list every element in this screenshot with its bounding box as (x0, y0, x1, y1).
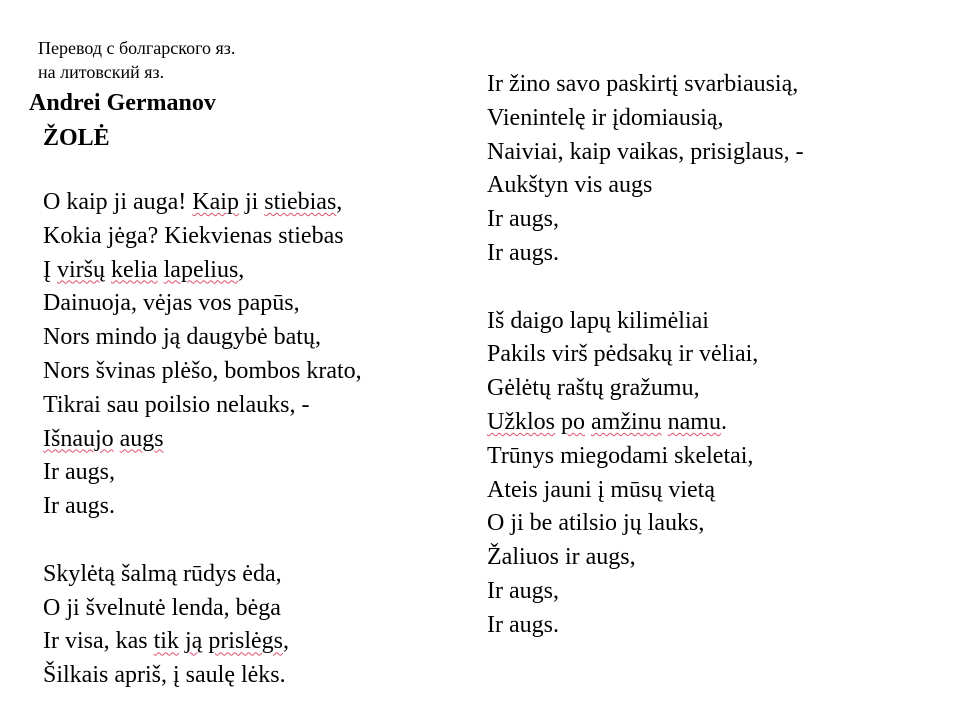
poem-line: Ir augs. (487, 239, 559, 266)
poem-line: Pakils virš pėdsakų ir vėliai, (487, 341, 759, 368)
line-text: Į (43, 256, 57, 283)
spellcheck-word[interactable]: augs (119, 425, 164, 452)
poem-line: Nors mindo ją daugybė batų, (43, 324, 321, 351)
poem-right-column (487, 68, 804, 643)
translation-note-line-2: на литовский яз. (38, 62, 165, 82)
line-text: , (282, 628, 289, 655)
spellcheck-word[interactable]: po (561, 408, 585, 435)
stanza-gap (487, 271, 804, 305)
poem-line: Ir žino savo paskirtį svarbiausią, (487, 71, 799, 97)
poem-line: Šilkais apriš, į saulę lėks. (43, 662, 286, 689)
spellcheck-word[interactable]: stiebias (264, 189, 337, 215)
poem-line: O ji švelnutė lenda, bėga (43, 594, 281, 621)
spellcheck-word[interactable]: viršų (57, 256, 105, 283)
line-text: Ir visa, kas (43, 628, 154, 655)
line-text: O kaip ji auga! (43, 189, 193, 215)
spellcheck-word[interactable]: Išnaujo (43, 425, 114, 452)
poem-line: Vienintelę ir įdomiausią, (487, 104, 724, 131)
spellcheck-word[interactable]: amžinu (591, 408, 662, 435)
spellcheck-word[interactable]: Užklos (487, 408, 555, 435)
spellcheck-word[interactable]: namu (667, 408, 721, 435)
poem-line (487, 406, 804, 440)
poem-line: Naiviai, kaip vaikas, prisiglaus, - (487, 138, 804, 165)
spellcheck-word[interactable]: ją (184, 628, 203, 655)
poem-line: Nors švinas plėšo, bombos krato, (43, 357, 362, 384)
poem-line (43, 254, 362, 288)
translation-note-line-1: Перевод с болгарского яз. (38, 38, 236, 58)
poem-line: Dainuoja, vėjas vos papūs, (43, 290, 300, 317)
poem-line: Iš daigo lapų kilimėliai (487, 307, 709, 334)
poem-line: Kokia jėga? Kiekvienas stiebas (43, 222, 344, 249)
poem-line: Ir augs. (487, 611, 559, 638)
spellcheck-word[interactable]: lapelius (163, 256, 239, 283)
line-text: , (336, 189, 343, 215)
line-text: , (238, 256, 245, 283)
line-text: ji (238, 189, 265, 215)
line-text: . (720, 408, 727, 435)
poem-line: Trūnys miegodami skeletai, (487, 442, 754, 469)
poem-line: Gėlėtų raštų gražumu, (487, 375, 700, 402)
poem-line: O ji be atilsio jų lauks, (487, 510, 705, 537)
spellcheck-word[interactable]: prislėgs (208, 628, 283, 655)
poem-line (43, 186, 362, 220)
poem-line: Aukštyn vis augs (487, 172, 653, 199)
poem-line (43, 423, 362, 457)
spellcheck-word[interactable]: tik (153, 628, 179, 655)
poem-line: Ir augs, (43, 459, 115, 486)
poem-line: Skylėtą šalmą rūdys ėda, (43, 560, 282, 587)
poem-line: Žaliuos ir augs, (487, 544, 636, 571)
poem-line (43, 625, 362, 659)
poem-line: Tikrai sau poilsio nelauks, - (43, 391, 310, 418)
poem-title: ŽOLĖ (43, 125, 110, 151)
poem-left-column (43, 186, 362, 693)
translation-note (38, 36, 235, 84)
poem-line: Ir augs. (43, 493, 115, 520)
spellcheck-word[interactable]: Kaip (192, 189, 239, 215)
poem-line: Ir augs, (487, 577, 559, 604)
stanza-gap (43, 524, 362, 558)
poem-line: Ateis jauni į mūsų vietą (487, 476, 715, 503)
poem-line: Ir augs, (487, 206, 559, 233)
author-name: Andrei Germanov (29, 90, 216, 116)
spellcheck-word[interactable]: kelia (111, 256, 158, 283)
